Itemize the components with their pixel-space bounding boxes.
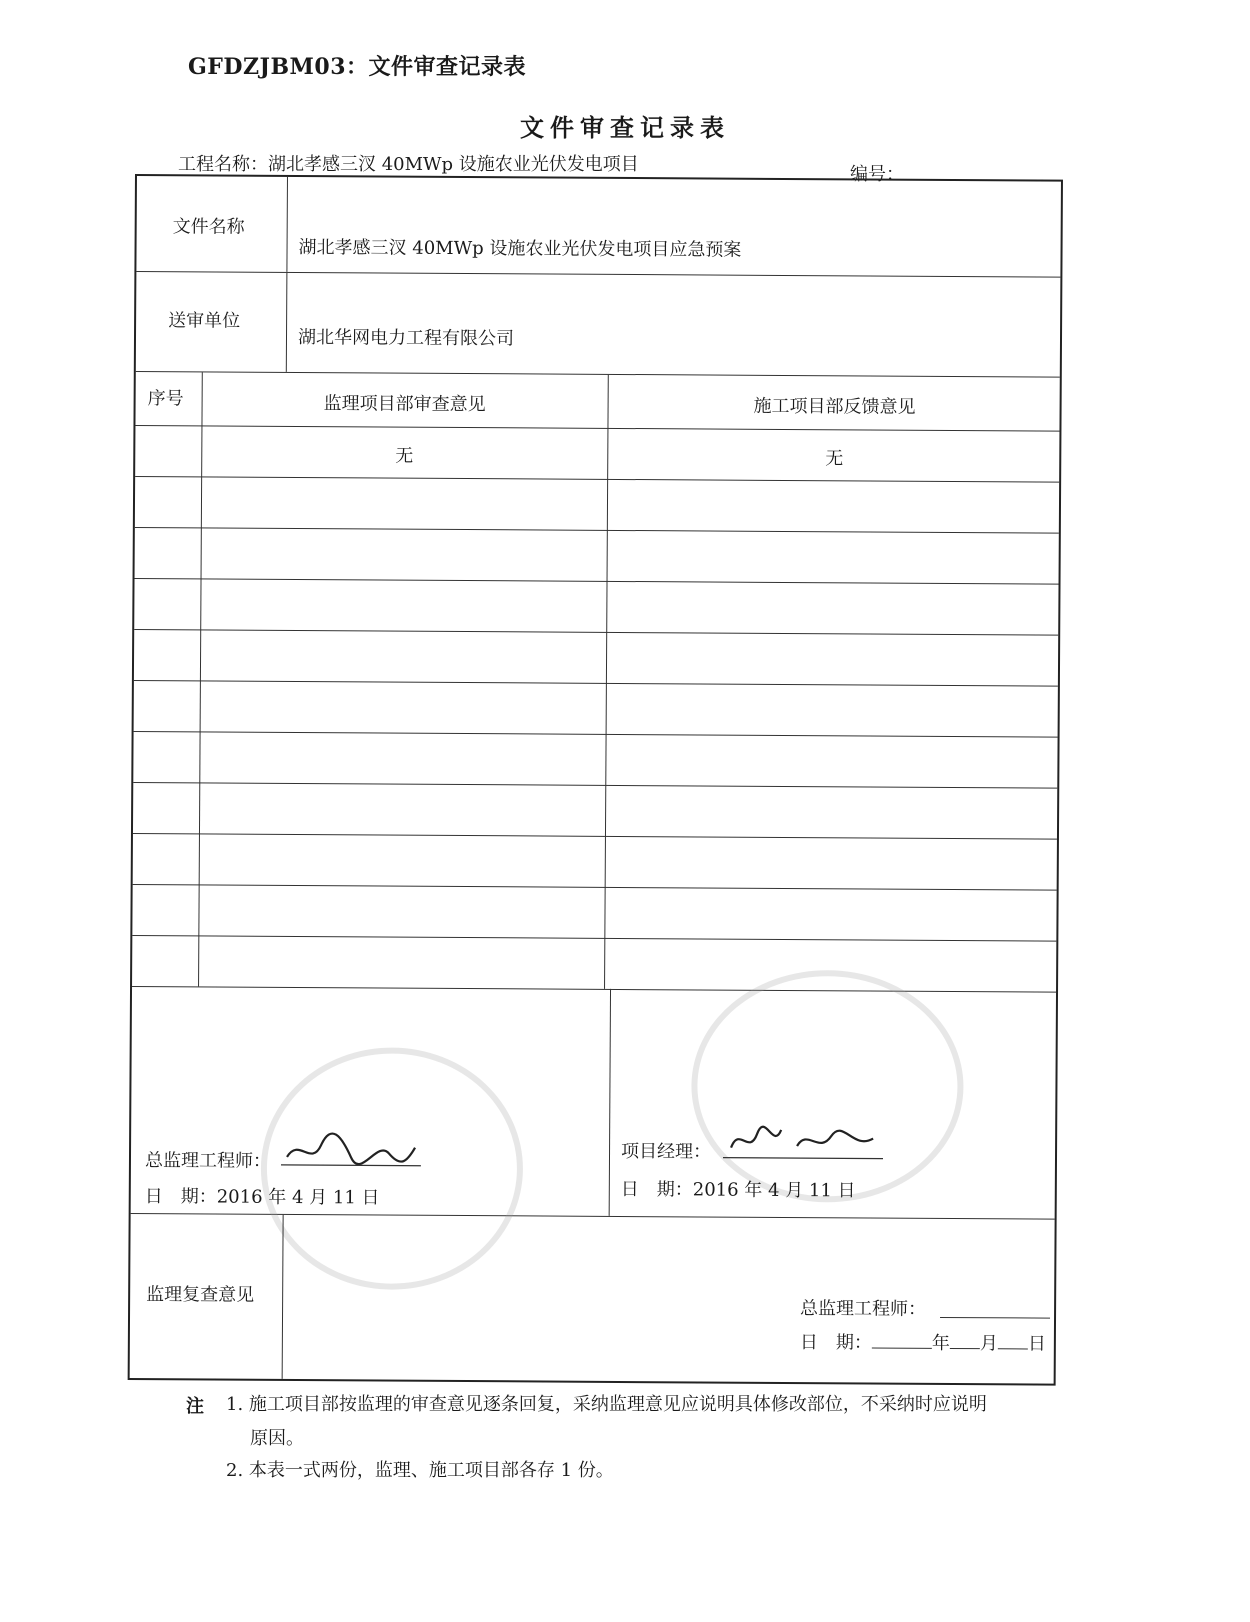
file-name-row (136, 176, 1061, 278)
number-label: 编号： (850, 164, 904, 185)
row-construction-feedback (605, 902, 1059, 905)
recheck-day: 日 (1027, 1333, 1046, 1355)
recheck-label: 监理复查意见 (146, 1284, 255, 1306)
submit-unit-value: 湖北华网电力工程有限公司 (297, 326, 515, 350)
document-title: 文件审查记录表 (520, 113, 730, 142)
row-construction-feedback (606, 596, 1060, 599)
table-row (134, 630, 1058, 687)
recheck-row (130, 1214, 1055, 1384)
table-row (132, 936, 1056, 993)
row-construction-feedback (607, 545, 1061, 548)
column-header-construction-feedback: 施工项目部反馈意见 (753, 395, 916, 418)
table-row (135, 528, 1059, 585)
project-label: 工程名称： (178, 154, 268, 175)
row-construction-feedback (605, 851, 1059, 854)
table-header-row (135, 372, 1059, 432)
row-supervision-opinion (199, 797, 605, 799)
recheck-month: 月 (979, 1333, 998, 1355)
note-item-2: 2. 本表一式两份，监理、施工项目部各存 1 份。 (226, 1460, 614, 1481)
row-supervision-opinion: 无 (395, 445, 414, 467)
table-row (132, 885, 1056, 942)
table-row (133, 732, 1057, 789)
row-supervision-opinion (200, 695, 606, 697)
file-name-label: 文件名称 (172, 216, 245, 238)
left-date: 日 期：2016 年 4 月 11 日 (144, 1186, 380, 1209)
row-supervision-opinion (201, 491, 607, 493)
right-date: 日 期：2016 年 4 月 11 日 (620, 1178, 856, 1202)
signoff-row (131, 986, 1056, 1220)
table-row (134, 681, 1058, 738)
row-supervision-opinion (200, 593, 606, 595)
column-header-index: 序号 (147, 388, 184, 410)
submit-unit-label: 送审单位 (168, 310, 241, 332)
row-construction-feedback (605, 800, 1059, 803)
row-supervision-opinion (200, 746, 606, 748)
project-manager-signature (723, 1120, 883, 1165)
project-line (178, 150, 639, 176)
table-row (133, 783, 1057, 840)
submit-unit-row (136, 272, 1061, 378)
recheck-date (800, 1328, 1046, 1356)
table-row (134, 579, 1058, 636)
column-header-supervision-opinion: 监理项目部审查意见 (323, 393, 486, 416)
notes-label: 注 (186, 1396, 204, 1417)
project-name: 湖北孝感三汊 40MWp 设施农业光伏发电项目 (268, 154, 639, 175)
project-manager-label: 项目经理： (620, 1140, 712, 1163)
row-construction-feedback (604, 953, 1058, 956)
row-construction-feedback (606, 698, 1060, 701)
recheck-year: 年 (931, 1332, 950, 1354)
note-item-1: 1. 施工项目部按监理的审查意见逐条回复，采纳监理意见应说明具体修改部位，不采纳时应说明 (226, 1394, 987, 1415)
row-construction-feedback (605, 749, 1059, 752)
table-row (135, 426, 1059, 483)
recheck-date-label: 日 期： (799, 1332, 872, 1354)
chief-supervisor-signature (281, 1127, 421, 1172)
file-name-value: 湖北孝感三汊 40MWp 设施农业光伏发电项目应急预案 (298, 237, 742, 261)
row-supervision-opinion (198, 950, 604, 952)
row-supervision-opinion (199, 899, 605, 901)
note-item-1-cont: 原因。 (250, 1428, 304, 1449)
table-row (133, 834, 1057, 891)
row-construction-feedback: 无 (825, 448, 844, 470)
table-row (135, 477, 1059, 534)
recheck-role-label: 总监理工程师： (800, 1298, 927, 1320)
row-supervision-opinion (201, 542, 607, 544)
chief-supervisor-label: 总监理工程师： (144, 1150, 272, 1172)
review-record-form (128, 174, 1063, 1386)
review-table (132, 372, 1060, 992)
row-supervision-opinion (199, 848, 605, 850)
row-supervision-opinion (200, 644, 606, 646)
row-construction-feedback (606, 647, 1060, 650)
company-seal-right (691, 969, 964, 1203)
row-construction-feedback (607, 494, 1061, 497)
recheck-signature-line (940, 1317, 1050, 1319)
form-code: GFDZJBM03：文件审查记录表 (188, 54, 527, 80)
